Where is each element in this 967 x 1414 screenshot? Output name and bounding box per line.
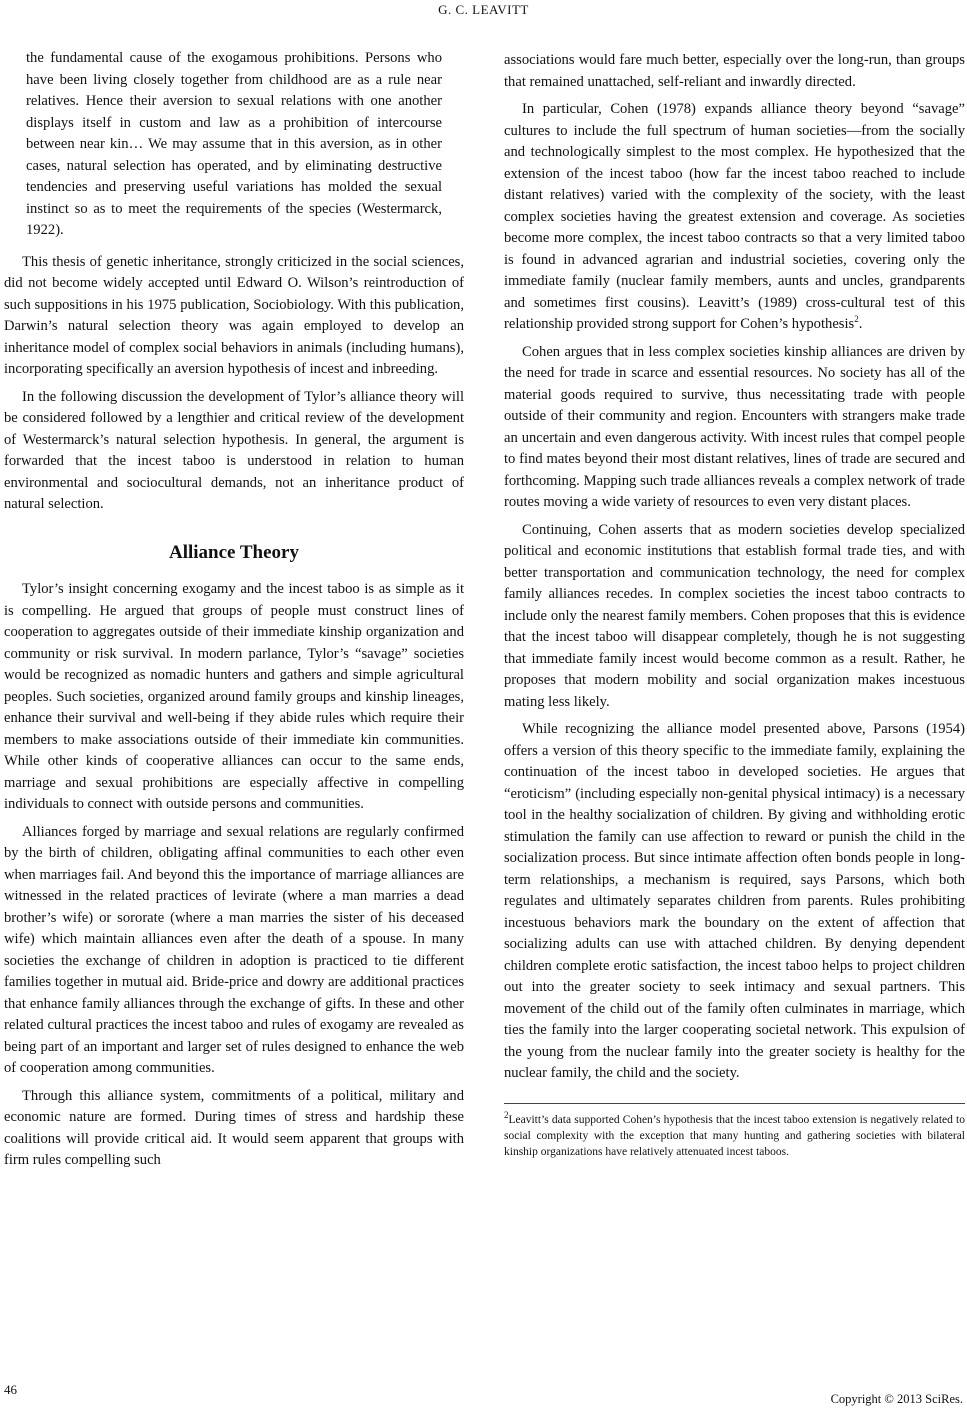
paragraph-text: In particular, Cohen (1978) expands alliance theory beyond “savage” cultures to include the full spectrum of human societies—from the socially and technologically simplest to the most complex. He hypothesized that the extension of the incest taboo (how far the incest taboo reached to include distant relatives) varied with the complexity of the society, with the least complex societies having the greatest extension and coverage. As societies become more complex, the incest taboo contracts so that a very limited taboo is found in advanced agrarian and industrial societies, covering only the immediate family (nuclear family members, aunts and uncles, grandparents and sometimes first cousins). Leavitt’s (1989) cross-cultural test of this relationship provided strong support for Cohen’s hypothesis: [504, 101, 965, 332]
footnote-marker: 2: [504, 1109, 509, 1120]
paragraph-continuation: associations would fare much better, especially over the long-run, than groups that remained unattached, self-reliant and inwardly directed.: [504, 52, 965, 90]
paragraph: In the following discussion the development of Tylor’s alliance theory will be considered followed by a lengthier and critical review of the development of Westermarck’s natural selection hypothesis. In general, the argument is forwarded that the incest taboo is understood in relation to human environmental and sociocultural demands, not an inheritance product of natural selection.: [4, 388, 464, 512]
footnote-divider: [504, 1103, 965, 1104]
right-column: [504, 50, 965, 1166]
running-header: G. C. LEAVITT: [438, 2, 529, 17]
paragraph: While recognizing the alliance model presented above, Parsons (1954) offers a version of this theory specific to the immediate family, explaining the continuation of the incest taboo in developed societies. He argues that “eroticism” (including especially non-genital physical intimacy) is a necessary tool in the healthy socialization of children. By giving and withholding erotic stimulation the family can use affection to reward or punish the child in the socialization process. But since intimate affection often bonds people in long-term relationships, a mechanism is required, says Parsons, which both regulates and ultimately separates children from parents. Rules prohibiting incestuous behaviors mark the boundary on the extent of affection that socializing adults can use with attached children. By denying dependent children complete erotic satisfaction, the incest taboo helps to project children out into the greater society to seek intimacy and sexual partners. This movement of the child out of the family often culminates in marriage, which ties the family into the larger cooperating societal network. This expulsion of the young from the nuclear family into the greater society is healthy for the nuclear family, the child and the society.: [504, 721, 965, 1081]
paragraph: This thesis of genetic inheritance, strongly criticized in the social sciences, did not become widely accepted until Edward O. Wilson’s reintroduction of such suppositions in his 1975 publication, Sociobiology. With this publication, Darwin’s natural selection theory was again employed to develop an inheritance model of complex social behaviors in animals (including humans), incorporating specifically an aversion hypothesis of incest and inbreeding.: [4, 253, 464, 377]
left-column: [4, 48, 464, 1178]
footnote-reference[interactable]: 2: [854, 314, 859, 325]
footnote-text: Leavitt’s data supported Cohen’s hypothesis that the incest taboo extension is negatively related to social complexity with the exception that many hunting and gathering societies with bilateral kinship organizations have relatively attenuated incest taboos.: [504, 1113, 965, 1158]
quote-text: the fundamental cause of the exogamous prohibitions. Persons who have been living closely together from childhood are as a rule near relatives. Hence their aversion to sexual relations with one another displays itself in custom and law as a prohibition of intercourse between near kin… We may assume that in this aversion, as in other cases, natural selection has operated, and by eliminating destructive tendencies and preserving useful variations has molded the sexual instinct so as to meet the requirements of the species (Westermarck, 1922).: [26, 50, 442, 238]
paragraph: Continuing, Cohen asserts that as modern societies develop specialized political and economic institutions that establish formal trade ties, and with better transportation and communication technology, the need for complex family alliances recedes. In complex societies the incest taboo contracts to include only the nearest family members. Cohen proposes that this is evidence that the incest taboo will disappear completely, though he is not suggesting that immediate family incest would become common as a result. Rather, he proposes that modern mobility and social organization makes incestuous mating less likely.: [504, 521, 965, 710]
paragraph: Alliances forged by marriage and sexual relations are regularly confirmed by the birth of children, obligating affinal communities to each other even when marriages fail. And beyond this the importance of marriage alliances are witnessed in the related practices of levirate (where a man marries a dead brother’s wife) or sororate (where a man marries the sister of his deceased wife) which maintain alliances even after the death of a spouse. In many societies the exchange of children in adoption is practiced to tie different families together in mutual aid. Bride-price and dowry are additional practices that enhance family alliances through the exchange of gifts. In these and other related cultural practices the incest taboo and rules of exogamy are revealed as being part of an important and larger set of rules designed to enhance the web of cooperation among communities.: [4, 823, 464, 1076]
copyright-notice: Copyright © 2013 SciRes.: [830, 1392, 963, 1406]
paragraph: Cohen argues that in less complex societies kinship alliances are driven by the need for trade in scarce and essential resources. No society has all of the material goods required to survive, thus necessitating trade with people outside of their community and region. Encounters with strangers make trade an uncertain and even dangerous activity. With incest rules that compel people to find mates beyond their most distant relatives, lines of trade are secured and forthcoming. Mapping such trade alliances reveals a complex network of trade routes moving a wide variety of resources to even very distant places.: [504, 343, 965, 510]
section-heading: Alliance Theory: [168, 541, 299, 563]
footnote: [504, 1109, 965, 1160]
paragraph: Through this alliance system, commitments of a political, military and economic nature are formed. During times of stress and hardship these coalitions will provide critical aid. It would seem apparent that groups with firm rules compelling such: [4, 1087, 464, 1168]
paragraph: [504, 99, 965, 336]
paragraph: Tylor’s insight concerning exogamy and the incest taboo is as simple as it is compelling. He argued that groups of people must construct lines of cooperation to aggregates outside of their immediate kinship organization and community or risk survival. In modern parlance, Tylor’s “savage” societies would be recognized as nomadic hunters and gathers and simple agricultural peoples. Such societies, organized around family groups and kinship lineages, enhance their survival and well-being if they abide rules which require their members to make associations outside of their immediate kin communities. While other kinds of cooperative alliances can occur to the same ends, marriage and sexual prohibitions are especially affective in compelling individuals to connect with outside persons and communities.: [4, 581, 464, 812]
page-number: 46: [4, 1382, 17, 1397]
paragraph-end: .: [858, 316, 863, 332]
block-quote: [26, 48, 442, 242]
